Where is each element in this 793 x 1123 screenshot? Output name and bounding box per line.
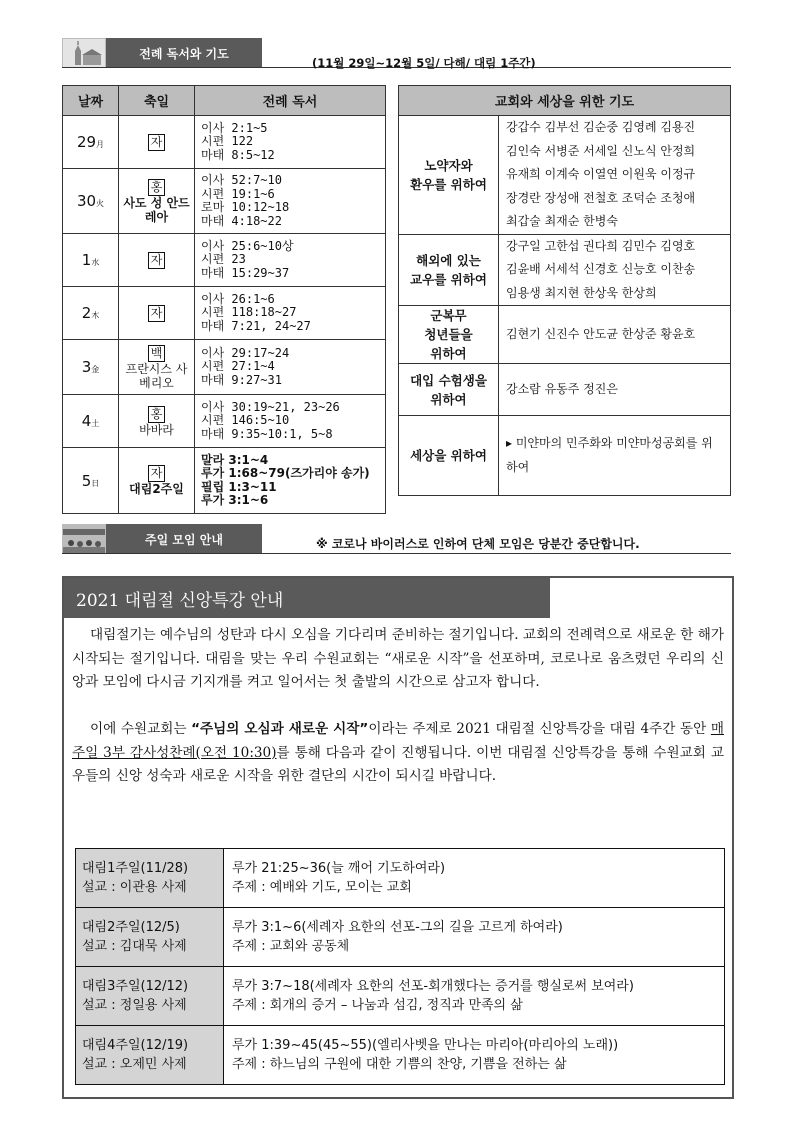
schedule-detail: 루가 3:1~6(세례자 요한의 선포-그의 길을 고르게 하여라) 주제 : 교회와 공동체 (224, 908, 725, 967)
reading: 이사 52:7~10 (201, 173, 282, 187)
table-row (63, 287, 386, 340)
table-row (63, 116, 386, 169)
reading: 루가 1:68~79(즈가리야 송가) (201, 466, 370, 480)
day-cell: 4土 (63, 395, 119, 448)
feast-name: 프란시스 사베리오 (125, 361, 188, 390)
liturgy-section-header: 전례 독서와 기도 (106, 38, 262, 68)
table-row (63, 169, 386, 234)
reading: 마태 4:18~22 (201, 213, 282, 228)
reading: 필립 1:3~11 (201, 479, 277, 494)
readings-cell (195, 116, 386, 169)
schedule-detail: 루가 3:7~18(세례자 요한의 선포-회개했다는 증거를 행실로써 보여라) 주제 : 회개의 증거 – 나눔과 섬김, 정직과 만족의 삶 (224, 967, 725, 1026)
day-cell: 5日 (63, 448, 119, 514)
reading: 이사 25:6~10상 (201, 238, 294, 253)
column-header: 교회와 세상을 위한 기도 (399, 86, 731, 116)
day-cell: 2木 (63, 287, 119, 340)
day-cell: 29月 (63, 116, 119, 169)
reading: 시편 27:1~4 (201, 359, 275, 374)
prayer-names: 강갑수 김부선 김순중 김영례 김용진 김인숙 서병준 서세일 신노식 안정희 유재희 이계숙 이열연 이원욱 이정규 장경란 장성애 전철호 조덕순 조청애 최갑술 최재순 한병숙 (499, 116, 731, 235)
advent-paragraph-1: 대림절기는 예수님의 성탄과 다시 오심을 기다리며 준비하는 절기입니다. 교회의 전례력으로 새로운 한 해가 시작되는 절기입니다. 대림을 맞는 우리 수원교회는 “새로운 시작”을 선포하며, 코로나로 움츠렸던 우리의 신앙과 모임에 다시금 기지개를 켜고 일어서는 첫 출발의 시간으로 삼고자 합니다. (72, 627, 724, 690)
reading: 시편 146:5~10 (201, 413, 290, 428)
color-box: 자 (148, 134, 166, 151)
meeting-notice: ※ 코로나 바이러스로 인하여 단체 모임은 당분간 중단합니다. (316, 537, 640, 551)
schedule-detail: 루가 1:39~45(45~55)(엘리사벳을 만나는 마리아(마리아의 노래)) 주제 : 하느님의 구원에 대한 기쁨의 찬양, 기쁨을 전하는 삶 (224, 1026, 725, 1085)
reading: 이사 30:19~21, 23~26 (201, 399, 340, 414)
schedule-week: 대림2주일(12/5) 설교 : 김대묵 사제 (76, 908, 224, 967)
advent-title: 2021 대림절 신앙특강 안내 (64, 578, 550, 618)
schedule-week: 대림1주일(11/28) 설교 : 이관용 사제 (76, 849, 224, 908)
schedule-detail: 루가 21:25~36(늘 깨어 기도하여라) 주제 : 예배와 기도, 모이는 교회 (224, 849, 725, 908)
service-time: 매주일 3부 감사성찬례(오전 10:30) (72, 721, 724, 761)
meeting-section-header: 주일 모임 안내 (106, 524, 262, 554)
reading: 이사 2:1~5 (201, 120, 268, 135)
prayer-category: 노약자와 환우를 위하여 (399, 116, 499, 235)
color-box: 홍 (148, 406, 166, 423)
reading: 시편 122 (201, 134, 254, 149)
table-row (399, 116, 731, 235)
schedule-row (76, 849, 725, 908)
advent-schedule-table (75, 848, 725, 1085)
reading: 루가 3:1~6 (201, 493, 269, 507)
feast-cell (119, 234, 195, 287)
color-box: 자 (148, 252, 166, 269)
table-row (399, 416, 731, 496)
schedule-week: 대림3주일(12/12) 설교 : 정일용 사제 (76, 967, 224, 1026)
day-cell: 3金 (63, 340, 119, 395)
table-row (63, 395, 386, 448)
prayer-names: 강구일 고한섭 권다희 김민수 김영호 김윤배 서세석 신경호 신능호 이찬송 임용생 최지현 한상욱 한상희 (499, 234, 731, 306)
schedule-row (76, 967, 725, 1026)
prayer-category: 세상을 위하여 (399, 416, 499, 496)
reading: 이사 26:1~6 (201, 291, 275, 306)
readings-cell (195, 395, 386, 448)
schedule-row (76, 1026, 725, 1085)
prayer-names: 김현기 신진수 안도균 한상준 황윤호 (499, 306, 731, 364)
advent-paragraph-2: 이에 수원교회는 “주님의 오심과 새로운 시작”이라는 주제로 2021 대림절 신앙특강을 대림 4주간 동안 매주일 3부 감사성찬례(오전 10:30)를 통해 다음과 같이 진행됩니다. 이번 대림절 신앙특강을 통해 수원교회 교우들의 신앙 성숙과 새로운 시작을 위한 결단의 시간이 되시길 바랍니다. (72, 721, 724, 784)
color-box: 자 (148, 465, 166, 482)
prayer-category: 해외에 있는 교우를 위하여 (399, 234, 499, 306)
readings-cell (195, 448, 386, 514)
column-header: 축일 (119, 86, 195, 116)
feast-cell (119, 340, 195, 395)
color-box: 백 (148, 345, 166, 362)
table-row (63, 340, 386, 395)
color-box: 홍 (148, 179, 166, 196)
schedule-row (76, 908, 725, 967)
date-range: (11월 29일~12월 5일/ 다해/ 대림 1주간) (312, 56, 536, 70)
feast-cell (119, 287, 195, 340)
day-cell: 30火 (63, 169, 119, 234)
feast-name: 바바라 (139, 422, 174, 437)
reading: 시편 19:1~6 (201, 186, 275, 201)
reading: 마태 9:35~10:1, 5~8 (201, 426, 333, 441)
color-box: 자 (148, 305, 166, 322)
prayer-names: 강소람 유동주 정진은 (499, 364, 731, 416)
table-row (63, 448, 386, 514)
readings-cell (195, 340, 386, 395)
table-row (399, 306, 731, 364)
feast-name: 대림2주일 (129, 482, 184, 496)
prayer-category: 대입 수험생을 위하여 (399, 364, 499, 416)
reading: 말라 3:1~4 (201, 452, 269, 467)
table-row (399, 364, 731, 416)
reading: 로마 10:12~18 (201, 200, 290, 214)
reading: 마태 7:21, 24~27 (201, 318, 311, 333)
schedule-week: 대림4주일(12/19) 설교 : 오제민 사제 (76, 1026, 224, 1085)
readings-table (62, 85, 386, 514)
advent-theme: “주님의 오심과 새로운 시작” (191, 721, 369, 737)
feast-name: 사도 성 안드레아 (123, 195, 190, 224)
column-header: 전례 독서 (195, 86, 386, 116)
prayer-table (398, 85, 731, 496)
church-thumbnail-icon (62, 38, 106, 68)
table-row (399, 234, 731, 306)
reading: 마태 9:27~31 (201, 372, 282, 387)
feast-cell (119, 116, 195, 169)
feast-cell (119, 169, 195, 234)
reading: 시편 23 (201, 252, 246, 267)
reading: 마태 15:29~37 (201, 265, 290, 280)
meeting-thumbnail-icon (62, 524, 106, 554)
readings-cell (195, 287, 386, 340)
day-cell: 1水 (63, 234, 119, 287)
prayer-names: ▸ 미얀마의 민주화와 미얀마성공회를 위 하여 (499, 416, 731, 496)
reading: 이사 29:17~24 (201, 345, 290, 360)
column-header: 날짜 (63, 86, 119, 116)
reading: 시편 118:18~27 (201, 305, 297, 320)
feast-cell (119, 448, 195, 514)
readings-cell (195, 234, 386, 287)
table-row (63, 234, 386, 287)
advent-lecture-box (62, 576, 734, 1099)
reading: 마태 8:5~12 (201, 147, 275, 162)
readings-cell (195, 169, 386, 234)
feast-cell (119, 395, 195, 448)
divider (62, 553, 731, 554)
prayer-category: 군복무 청년들을 위하여 (399, 306, 499, 364)
